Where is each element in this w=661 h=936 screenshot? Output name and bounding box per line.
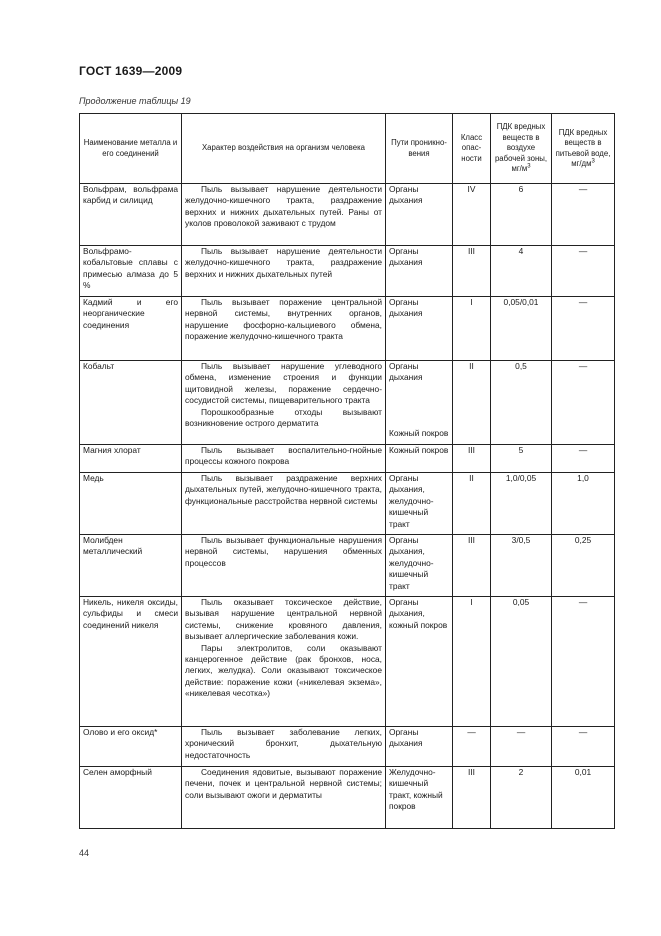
table-row [80, 246, 615, 297]
cell-effect: Соединения ядовитые, вызывают поражение печени, почек и центральной нервной системы; соли вызывают ожоги и дерматиты [182, 767, 386, 829]
cell-class: — [453, 727, 491, 767]
cell-name: Магния хлорат [80, 445, 182, 473]
cell-name: Вольфрам, вольфрама карбид и силицид [80, 184, 182, 246]
cell-pdk-water: — [552, 184, 615, 246]
cell-name: Медь [80, 473, 182, 535]
table-row [80, 184, 615, 246]
cell-pdk-water: — [552, 246, 615, 297]
table-row [80, 297, 615, 361]
cell-pdk-water: 1,0 [552, 473, 615, 535]
cell-name: Кадмий и его неорганические соединения [80, 297, 182, 361]
cell-pdk-air: 6 [491, 184, 552, 246]
cell-pdk-air: 0,05 [491, 597, 552, 727]
cell-pdk-water: — [552, 361, 615, 445]
cell-effect: Пыль вызывает нарушение деятельности желудочно-кишечного тракта, раздражение верхних и нижних дыхательных путей. Раны от уколов проволокой заживают с трудом [182, 184, 386, 246]
cell-pdk-air: 1,0/0,05 [491, 473, 552, 535]
cell-pdk-water: — [552, 297, 615, 361]
cell-pdk-water: — [552, 445, 615, 473]
header-effect: Характер воздействия на организм человека [182, 114, 386, 184]
cell-pdk-air: 0,05/0,01 [491, 297, 552, 361]
cell-route: Желудочно-кишечный тракт, кожный покров [386, 767, 453, 829]
table-row [80, 445, 615, 473]
cell-name: Молибден металлический [80, 535, 182, 597]
header-route: Пути проникно-вения [386, 114, 453, 184]
table-row [80, 767, 615, 829]
cell-class: III [453, 445, 491, 473]
table-row [80, 597, 615, 727]
cell-pdk-air: 2 [491, 767, 552, 829]
cell-class: III [453, 767, 491, 829]
cell-effect: Пыль вызывает нарушение деятельности желудочно-кишечного тракта, раздражение верхних и нижних дыхательных путей [182, 246, 386, 297]
cell-effect: Пыль вызывает заболевание легких, хронический бронхит, дыхательную недостаточность [182, 727, 386, 767]
cell-route: Органы дыхания, желудочно-кишечный тракт [386, 473, 453, 535]
table-row [80, 727, 615, 767]
cell-route: Органы дыхания, кожный покров [386, 597, 453, 727]
cell-class: IV [453, 184, 491, 246]
cell-pdk-air: 3/0,5 [491, 535, 552, 597]
table-continuation-caption: Продолжение таблицы 19 [79, 96, 191, 106]
cell-class: III [453, 535, 491, 597]
cell-route: Органы дыхания, желудочно-кишечный тракт [386, 535, 453, 597]
cell-name: Кобальт [80, 361, 182, 445]
cell-class: III [453, 246, 491, 297]
cell-route: Органы дыхания [386, 297, 453, 361]
cell-effect: Пыль вызывает воспалительно-гнойные процессы кожного покрова [182, 445, 386, 473]
cell-effect: Пыль вызывает поражение центральной нервной системы, внутренних органов, нарушение фосфорно-кальциевого обмена, поражение желудочно-кишечного тракта [182, 297, 386, 361]
cell-effect: Пыль оказывает токсическое действие, вызывая нарушение центральной нервной системы, снижение кровяного давления, вызывает аллергические заболевания кожи. Пары электролитов, соли оказывают канцерогенное действие (рак бронхов, носа, легких, желудка). Соли оказывают токсическое действие: поражение кожи («никелевая экзема», «никелевая чесотка») [182, 597, 386, 727]
page-number: 44 [79, 848, 90, 858]
cell-pdk-air: 5 [491, 445, 552, 473]
cell-pdk-water: — [552, 597, 615, 727]
cell-name: Селен аморфный [80, 767, 182, 829]
header-pdk-air: ПДК вредных веществ в воздухе рабочей зоны, $мг/м^3$ [491, 114, 552, 184]
cell-pdk-water: 0,01 [552, 767, 615, 829]
header-name: Наименование металла и его соединений [80, 114, 182, 184]
cell-class: II [453, 361, 491, 445]
cell-name: Никель, никеля оксиды, сульфиды и смеси соединений никеля [80, 597, 182, 727]
cell-route: Органы дыхания Кожный покров [386, 361, 453, 445]
cell-effect: Пыль вызывает функциональные нарушения нервной системы, нарушения обменных процессов [182, 535, 386, 597]
cell-pdk-air: 4 [491, 246, 552, 297]
cell-pdk-air: — [491, 727, 552, 767]
cell-pdk-water: — [552, 727, 615, 767]
table-row [80, 535, 615, 597]
table-header-row [80, 114, 615, 184]
table-row [80, 473, 615, 535]
cell-name: Вольфрамо-кобальтовые сплавы с примесью алмаза до 5 % [80, 246, 182, 297]
cell-route: Органы дыхания [386, 246, 453, 297]
cell-class: II [453, 473, 491, 535]
cell-pdk-air: 0,5 [491, 361, 552, 445]
cell-pdk-water: 0,25 [552, 535, 615, 597]
cell-class: I [453, 297, 491, 361]
cell-route: Органы дыхания [386, 727, 453, 767]
cell-effect: Пыль вызывает нарушение углеводного обмена, изменение строения и функции щитовидной железы, поражение сердечно-сосудистой системы, пищеварительного тракта Порошкообразные отходы вызывают возникновение острого дерматита [182, 361, 386, 445]
cell-route: Кожный покров [386, 445, 453, 473]
cell-name: Олово и его оксид* [80, 727, 182, 767]
table-row [80, 361, 615, 445]
toxicity-table [79, 113, 615, 829]
header-class: Класс опас-ности [453, 114, 491, 184]
cell-class: I [453, 597, 491, 727]
header-pdk-water: ПДК вредных веществ в питьевой воде, $мг/дм^3$ [552, 114, 615, 184]
cell-effect: Пыль вызывает раздражение верхних дыхательных путей, желудочно-кишечного тракта, функциональные расстройства нервной системы [182, 473, 386, 535]
cell-route: Органы дыхания [386, 184, 453, 246]
document-title: ГОСТ 1639—2009 [79, 64, 183, 78]
